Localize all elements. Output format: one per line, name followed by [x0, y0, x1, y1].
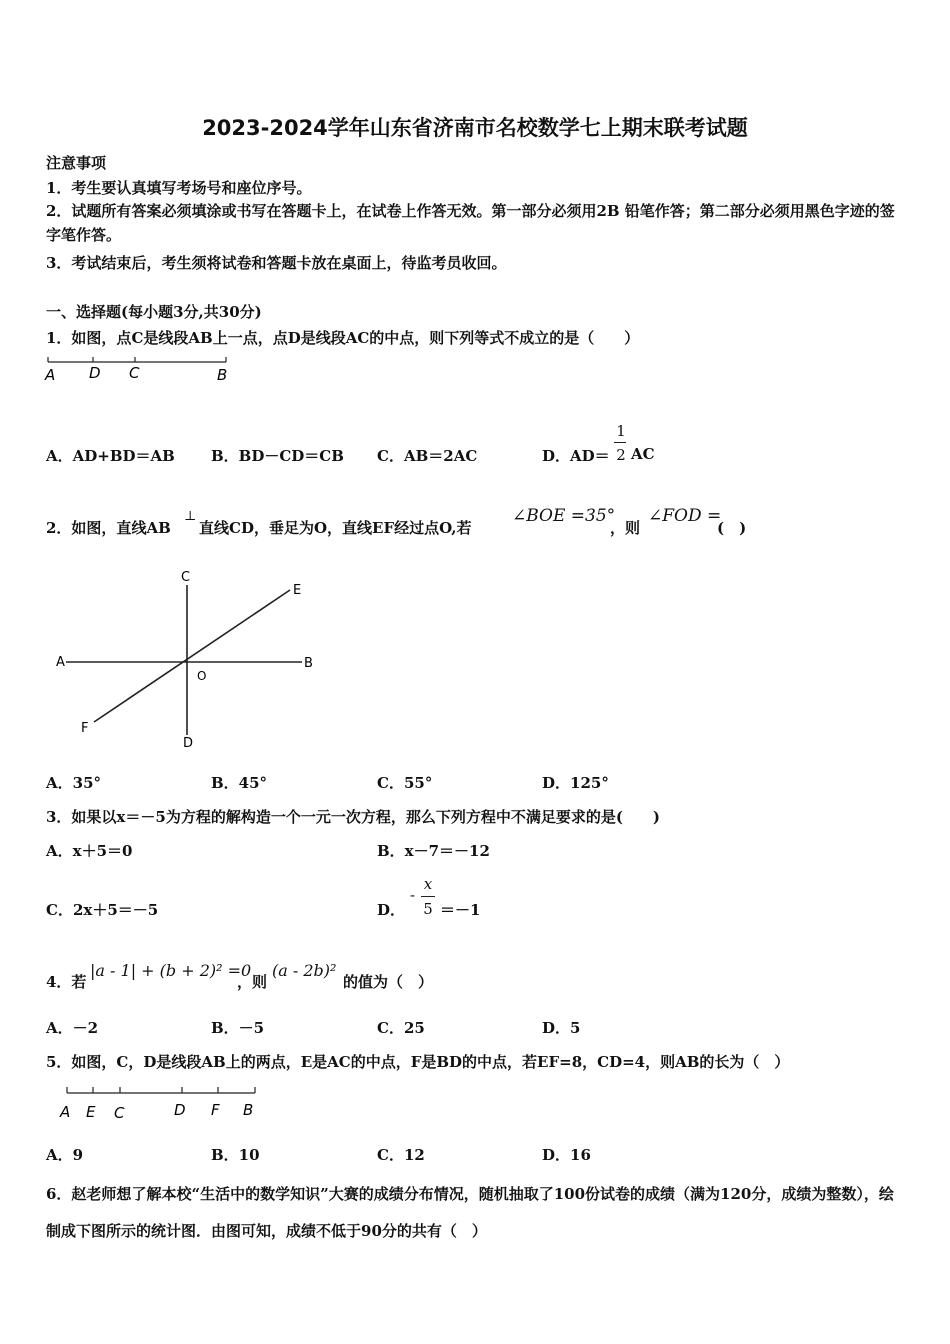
q2-option-a: A．35° [46, 774, 102, 792]
q5-option-b: B．10 [211, 1146, 260, 1164]
q1-segment-figure [40, 352, 240, 388]
q3-d-minus: - [410, 886, 416, 904]
section-heading: 一、选择题(每小题3分,共30分) [46, 303, 262, 321]
q2-stem-d: ( ) [717, 519, 747, 537]
q5-option-d: D．16 [542, 1146, 591, 1164]
q3-d-num: x [423, 875, 433, 893]
q1-option-c: C．AB＝2AC [377, 447, 478, 465]
q5-label-c: C [114, 1104, 125, 1122]
q5-label-d: D [174, 1101, 186, 1119]
q2-label-b: B [304, 656, 313, 671]
q1-option-d: D．AD＝ [542, 447, 610, 465]
q2-stem-c: ，则 [610, 519, 641, 537]
q2-angle-boe: ∠BOE =35° [512, 506, 616, 526]
q3-stem: 3．如果以x＝－5为方程的解构造一个一元一次方程，那么下列方程中不满足要求的是( ) [46, 808, 661, 826]
q1-label-c: C [129, 364, 140, 382]
q2-perp-symbol: ⊥ [184, 509, 197, 524]
q2-figure [50, 565, 330, 755]
q4-option-a: A．－2 [46, 1019, 99, 1037]
q4-expression: (a - 2b)² [272, 961, 337, 980]
q2-label-e: E [293, 583, 302, 598]
q5-label-b: B [243, 1101, 254, 1119]
q4-stem-a: 4．若 [46, 973, 87, 991]
notice-heading: 注意事项 [46, 154, 107, 172]
q4-option-d: D．5 [542, 1019, 581, 1037]
q4-option-b: B．－5 [211, 1019, 265, 1037]
q1-d-frac-bar [614, 442, 626, 443]
q2-label-f: F [81, 721, 89, 736]
q2-label-a: A [56, 655, 65, 670]
q2-option-c: C．55° [377, 774, 433, 792]
q1-label-b: B [217, 366, 228, 384]
q5-label-e: E [86, 1103, 96, 1121]
notice-item-1: 1．考生要认真填写考场号和座位序号。 [46, 179, 312, 197]
q1-label-a: A [45, 366, 56, 384]
q4-option-c: C．25 [377, 1019, 425, 1037]
q4-stem-b: ，则 [237, 973, 268, 991]
q2-label-o: O [197, 669, 207, 683]
q3-option-c: C．2x＋5＝－5 [46, 901, 159, 919]
q2-stem-a: 2．如图，直线AB [46, 519, 171, 537]
q2-label-d: D [183, 736, 194, 751]
q1-d-frac-num: 1 [616, 422, 626, 440]
q1-option-a: A．AD+BD＝AB [46, 447, 175, 465]
q4-condition: |a - 1| + (b + 2)² =0 [90, 961, 252, 980]
q3-option-d: D． [377, 901, 406, 919]
page-title: 2023-2024学年山东省济南市名校数学七上期末联考试题 [202, 116, 748, 140]
q1-stem: 1．如图，点C是线段AB上一点，点D是线段AC的中点，则下列等式不成立的是（ ） [46, 329, 640, 347]
q4-stem-c: 的值为（ ） [343, 973, 434, 991]
q5-option-a: A．9 [46, 1146, 84, 1164]
q1-option-d-tail: AC [631, 445, 655, 463]
q2-label-c: C [181, 570, 191, 585]
q5-label-a: A [60, 1103, 71, 1121]
q6-stem: 6．赵老师想了解本校“生活中的数学知识”大赛的成绩分布情况，随机抽取了100份试卷的成绩（满为120分，成绩为整数），绘制成下图所示的统计图．由图可知，成绩不低于90分的共有（ ） [46, 1185, 894, 1240]
q5-label-f: F [211, 1101, 220, 1119]
q5-stem: 5．如图，C，D是线段AB上的两点，E是AC的中点，F是BD的中点，若EF=8，CD=4，则AB的长为（ ） [46, 1053, 790, 1071]
q1-d-frac-den: 2 [616, 446, 626, 464]
q5-option-c: C．12 [377, 1146, 425, 1164]
q2-option-b: B．45° [211, 774, 268, 792]
q3-d-den: 5 [423, 900, 433, 918]
q3-d-tail: ＝－1 [440, 901, 481, 919]
q5-segment-figure [55, 1083, 265, 1123]
q2-option-d: D．125° [542, 774, 609, 792]
q3-option-b: B．x－7＝－12 [377, 842, 490, 860]
notice-item-2: 2．试题所有答案必须填涂或书写在答题卡上，在试卷上作答无效。第一部分必须用2B 铅笔作答；第二部分必须用黑色字迹的签字笔作答。 [46, 202, 895, 244]
q2-angle-fod: ∠FOD = [648, 506, 722, 526]
q1-label-d: D [89, 364, 101, 382]
notice-item-3: 3．考试结束后，考生须将试卷和答题卡放在桌面上，待监考员收回。 [46, 254, 507, 272]
q3-d-frac-bar [421, 896, 435, 897]
q3-option-a: A．x＋5＝0 [46, 842, 133, 860]
q1-option-b: B．BD－CD＝CB [211, 447, 344, 465]
q2-stem-b: 直线CD，垂足为O，直线EF经过点O,若 [199, 519, 472, 537]
